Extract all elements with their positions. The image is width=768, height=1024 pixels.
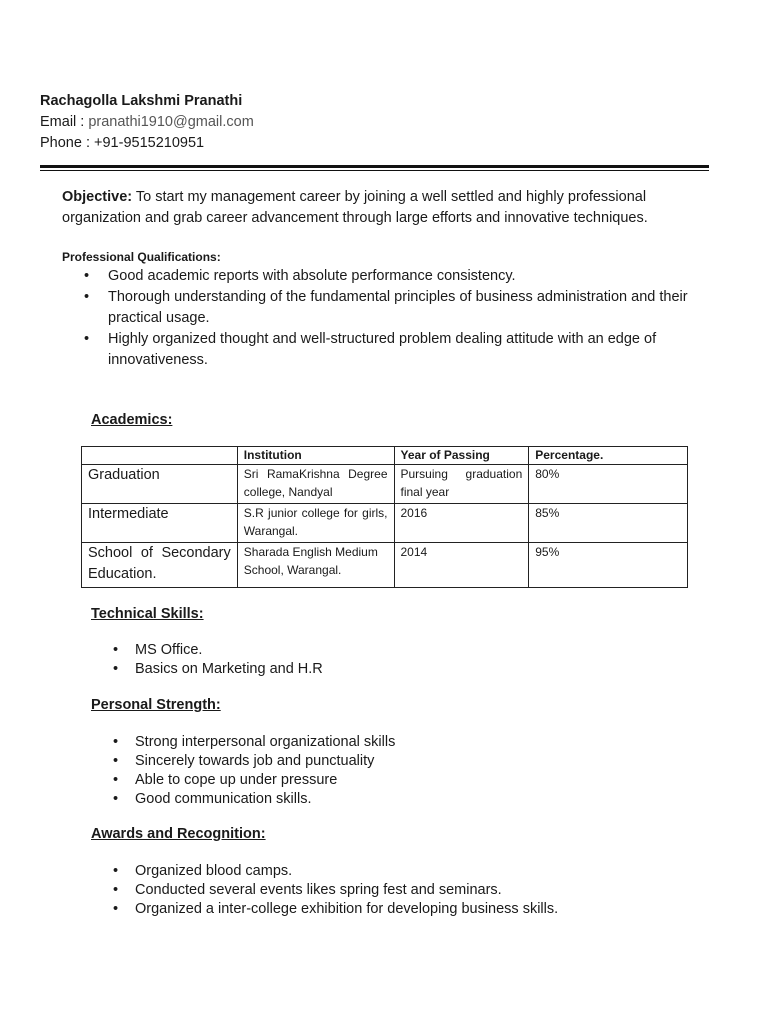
list-item: • MS Office. bbox=[113, 641, 323, 660]
cell-level: Intermediate bbox=[82, 504, 238, 543]
cell-institution: Sharada English Medium School, Warangal. bbox=[237, 543, 394, 588]
resume-header bbox=[40, 91, 254, 154]
cell-year: Pursuing graduation final year bbox=[394, 465, 529, 504]
header-divider-thin bbox=[40, 170, 709, 171]
phone-label: Phone : bbox=[40, 135, 95, 151]
personal-strength-heading: Personal Strength: bbox=[91, 697, 221, 713]
cell-percentage: 85% bbox=[529, 504, 688, 543]
list-item: • Basics on Marketing and H.R bbox=[113, 660, 323, 679]
table-row bbox=[82, 504, 688, 543]
awards-list bbox=[113, 862, 558, 919]
technical-skills-list bbox=[113, 641, 323, 679]
objective-label: Objective: bbox=[62, 189, 133, 205]
table-row bbox=[82, 465, 688, 504]
email-line bbox=[40, 112, 254, 133]
professional-qualifications-heading: Professional Qualifications: bbox=[62, 250, 221, 264]
list-item: • Sincerely towards job and punctuality bbox=[113, 752, 395, 771]
cell-percentage: 95% bbox=[529, 543, 688, 588]
list-item: • Conducted several events likes spring fest and seminars. bbox=[113, 881, 558, 900]
academics-table bbox=[81, 446, 688, 588]
email-label: Email : bbox=[40, 114, 89, 130]
list-item: • Organized blood camps. bbox=[113, 862, 558, 881]
header-cell-institution: Institution bbox=[237, 447, 394, 465]
cell-level: Graduation bbox=[82, 465, 238, 504]
list-item: • Thorough understanding of the fundamental principles of business administration and their practical usage. bbox=[62, 287, 692, 329]
cell-institution: S.R junior college for girls, Warangal. bbox=[237, 504, 394, 543]
header-divider-thick bbox=[40, 165, 709, 168]
cell-year: 2014 bbox=[394, 543, 529, 588]
list-item: • Highly organized thought and well-structured problem dealing attitude with an edge of innovativeness. bbox=[62, 329, 692, 371]
cell-year: 2016 bbox=[394, 504, 529, 543]
personal-strength-list bbox=[113, 733, 395, 809]
list-item: • Good communication skills. bbox=[113, 790, 395, 809]
table-row bbox=[82, 543, 688, 588]
table-header-row bbox=[82, 447, 688, 465]
candidate-name: Rachagolla Lakshmi Pranathi bbox=[40, 93, 243, 109]
cell-percentage: 80% bbox=[529, 465, 688, 504]
objective-text: To start my management career by joining a well settled and highly professional organization and grab career advancement through large efforts and innovative techniques. bbox=[62, 189, 648, 226]
cell-institution: Sri RamaKrishna Degree college, Nandyal bbox=[237, 465, 394, 504]
objective-paragraph bbox=[62, 187, 692, 229]
technical-skills-heading: Technical Skills: bbox=[91, 606, 204, 622]
list-item: • Organized a inter-college exhibition for developing business skills. bbox=[113, 900, 558, 919]
list-item: • Able to cope up under pressure bbox=[113, 771, 395, 790]
cell-level: School of Secondary Education. bbox=[82, 543, 238, 588]
phone-number: +91-9515210951 bbox=[94, 135, 205, 151]
list-item: • Good academic reports with absolute performance consistency. bbox=[62, 266, 692, 287]
header-cell-level bbox=[82, 447, 238, 465]
awards-heading: Awards and Recognition: bbox=[91, 826, 266, 842]
academics-heading: Academics: bbox=[91, 412, 173, 428]
header-cell-percentage: Percentage. bbox=[529, 447, 688, 465]
professional-qualifications-list bbox=[62, 266, 692, 371]
header-cell-year: Year of Passing bbox=[394, 447, 529, 465]
list-item: • Strong interpersonal organizational skills bbox=[113, 733, 395, 752]
phone-line bbox=[40, 133, 254, 154]
email-link[interactable]: pranathi1910@gmail.com bbox=[88, 114, 254, 130]
